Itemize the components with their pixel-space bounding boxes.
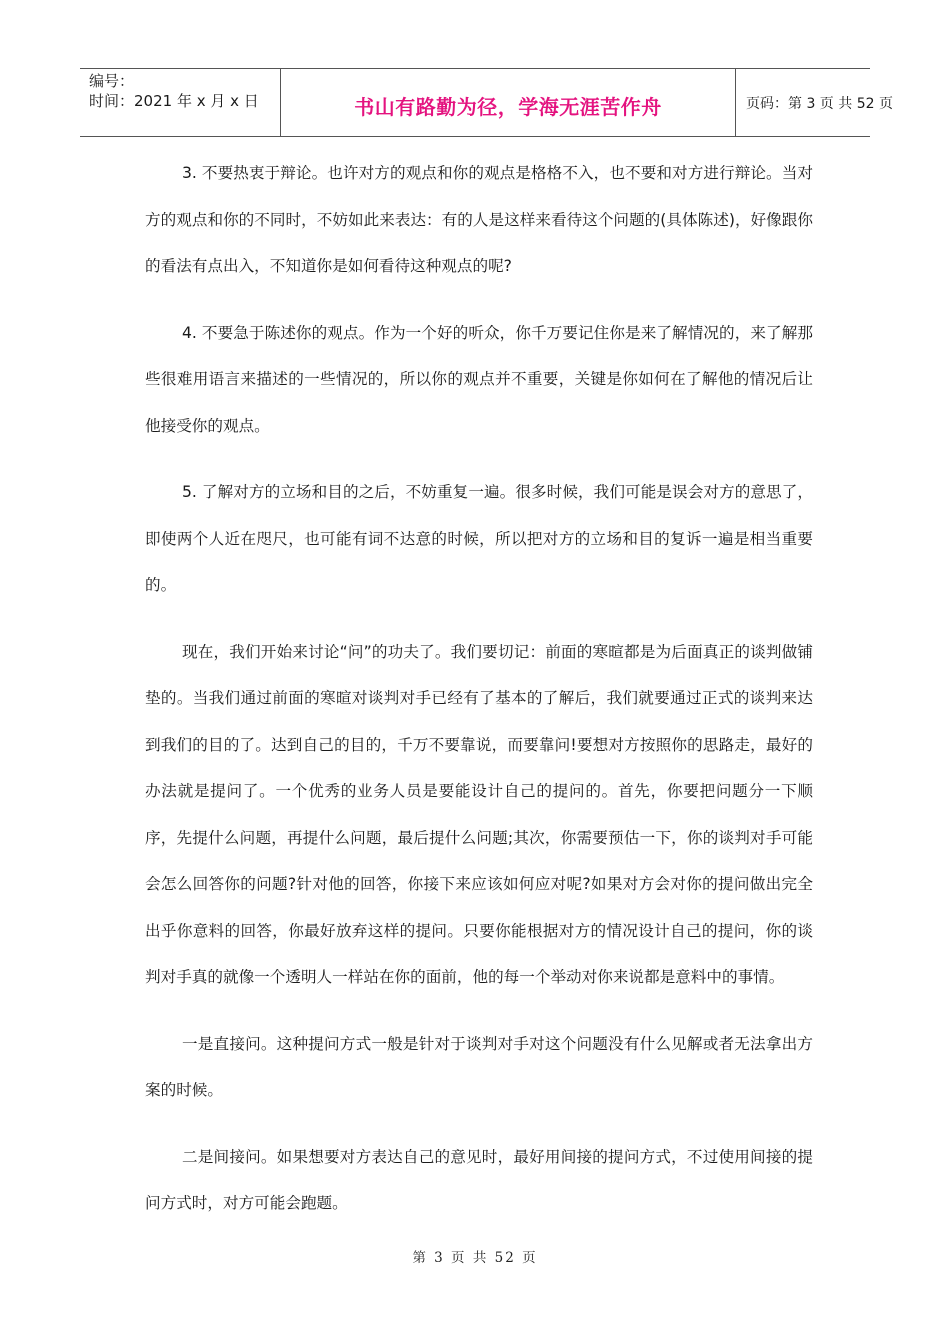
header-motto: 书山有路勤为径，学海无涯苦作舟 [354,95,662,119]
document-body [145,150,813,1247]
paragraph-asking-skills: 现在，我们开始来讨论“问”的功夫了。我们要切记：前面的寒暄都是为后面真正的谈判做铺垫的。当我们通过前面的寒暄对谈判对手已经有了基本的了解后，我们就要通过正式的谈判来达到我们的目的了。达到自己的目的，千万不要靠说，而要靠问!要想对方按照你的思路走，最好的办法就是提问了。一个优秀的业务人员是要能设计自己的提问的。首先，你要把问题分一下顺序，先提什么问题，再提什么问题，最后提什么问题;其次，你需要预估一下，你的谈判对手可能会怎么回答你的问题?针对他的回答，你接下来应该如何应对呢?如果对方会对你的提问做出完全出乎你意料的回答，你最好放弃这样的提问。只要你能根据对方的情况设计自己的提问，你的谈判对手真的就像一个透明人一样站在你的面前，他的每一个举动对你来说都是意料中的事情。 [145,642,813,986]
header-page-number: 页码：第 3 页 共 52 页 [746,96,893,112]
header-page-cell [735,69,893,136]
paragraph-point-3: 3. 不要热衷于辩论。也许对方的观点和你的观点是格格不入，也不要和对方进行辩论。当对方的观点和你的不同时，不妨如此来表达：有的人是这样来看待这个问题的(具体陈述)，好像跟你的看法有点出入，不知道你是如何看待这种观点的呢? [145,164,813,275]
paragraph-point-5: 5. 了解对方的立场和目的之后，不妨重复一遍。很多时候，我们可能是误会对方的意思了，即使两个人近在咫尺，也可能有词不达意的时候，所以把对方的立场和目的复诉一遍是相当重要的。 [145,483,813,594]
paragraph-indirect-question: 二是间接问。如果想要对方表达自己的意见时，最好用间接的提问方式，不过使用间接的提问方式时，对方可能会跑题。 [145,1147,813,1212]
header-motto-cell [280,69,736,136]
paragraph-point-4: 4. 不要急于陈述你的观点。作为一个好的听众，你千万要记住你是来了解情况的，来了解那些很难用语言来描述的一些情况的，所以你的观点并不重要，关键是你如何在了解他的情况后让他接受你的观点。 [145,323,813,435]
page-footer: 第 3 页 共 52 页 [412,1250,538,1266]
document-code-label: 编号： [89,72,135,90]
paragraph-direct-question: 一是直接问。这种提问方式一般是针对于谈判对手对这个问题没有什么见解或者无法拿出方案的时候。 [145,1034,813,1099]
document-date-label: 时间：2021 年 x 月 x 日 [89,92,259,110]
header-meta-cell [80,69,280,136]
page-header [80,68,893,137]
